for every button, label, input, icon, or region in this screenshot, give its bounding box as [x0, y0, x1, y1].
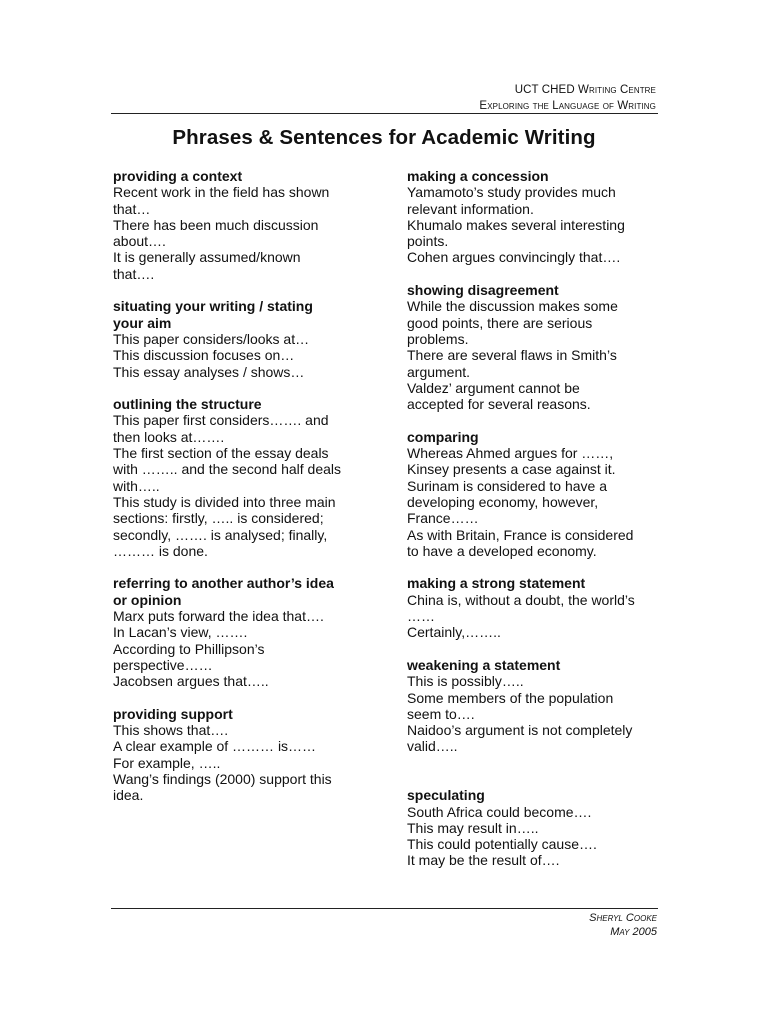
phrase-line: There are several flaws in Smith’s [407, 347, 617, 364]
phrase-line: ……… is done. [113, 542, 208, 559]
phrase-line: As with Britain, France is considered [407, 526, 634, 543]
section-gap [113, 690, 363, 706]
phrase-line: Some members of the population [407, 689, 614, 706]
phrase-line: about…. [113, 233, 166, 250]
section-heading: your aim [113, 314, 172, 331]
phrase-line: idea. [113, 787, 144, 804]
phrase-line: then looks at……. [113, 428, 225, 445]
section-outlining-the-structure [113, 396, 363, 559]
header-subtitle: Exploring the Language of Writing [479, 100, 656, 112]
document-header [479, 82, 656, 114]
phrase-line: This is possibly….. [407, 673, 524, 690]
section-providing-support [113, 706, 363, 804]
phrase-line: This paper considers/looks at… [113, 330, 310, 347]
phrase-line: Naidoo’s argument is not completely [407, 722, 633, 739]
phrase-line: This shows that…. [113, 722, 229, 739]
section-weakening-a-statement [407, 657, 669, 755]
phrase-line: sections: firstly, ….. is considered; [113, 510, 324, 527]
phrase-line: Recent work in the field has shown [113, 184, 330, 201]
phrase-line: Kinsey presents a case against it. [407, 461, 616, 478]
phrase-line: This study is divided into three main [113, 493, 336, 510]
phrase-line: with …….. and the second half deals [113, 461, 342, 478]
section-heading: providing a context [113, 168, 243, 184]
phrase-line: Wang’s findings (2000) support this [113, 770, 332, 787]
phrase-line: argument. [407, 363, 471, 380]
section-gap [407, 266, 669, 282]
phrase-line: Valdez’ argument cannot be [407, 379, 580, 396]
section-gap [407, 559, 669, 575]
footer-date: May 2005 [610, 926, 657, 938]
section-gap [113, 559, 363, 575]
phrase-line: In Lacan’s view, ……. [113, 624, 248, 641]
phrase-line: It is generally assumed/known [113, 249, 301, 266]
section-gap [113, 380, 363, 396]
phrase-line: While the discussion makes some [407, 298, 618, 315]
section-gap [407, 771, 669, 787]
section-heading: referring to another author’s idea [113, 575, 334, 592]
document-footer [589, 911, 657, 939]
section-gap [113, 282, 363, 298]
section-making-a-strong-statement [407, 575, 669, 640]
section-heading: comparing [407, 428, 479, 445]
phrase-line: This may result in….. [407, 819, 539, 836]
right-column [407, 168, 669, 869]
phrase-line: perspective…… [113, 656, 213, 673]
section-heading: making a concession [407, 168, 549, 184]
phrase-line: Jacobsen argues that….. [113, 673, 269, 690]
section-heading: showing disagreement [407, 282, 559, 299]
phrase-line: Certainly,…….. [407, 624, 501, 641]
phrase-line: seem to…. [407, 705, 475, 722]
section-heading: or opinion [113, 591, 182, 608]
phrase-line: This could potentially cause…. [407, 836, 597, 853]
phrase-line: …… [407, 608, 435, 625]
phrase-line: The first section of the essay deals [113, 445, 329, 462]
phrase-line: Cohen argues convincingly that…. [407, 249, 621, 266]
phrase-line: France…… [407, 510, 479, 527]
phrase-line: accepted for several reasons. [407, 396, 591, 413]
footer-divider [111, 908, 658, 909]
section-speculating [407, 787, 669, 868]
section-gap [407, 641, 669, 657]
phrase-line: According to Phillipson’s [113, 640, 265, 657]
phrase-line: This discussion focuses on… [113, 347, 295, 364]
left-column [113, 168, 363, 804]
section-gap [407, 412, 669, 428]
phrase-line: Khumalo makes several interesting [407, 216, 625, 233]
section-gap [407, 755, 669, 771]
section-heading: situating your writing / stating [113, 298, 313, 315]
phrase-line: that… [113, 200, 151, 217]
section-making-a-concession [407, 168, 669, 266]
section-heading: making a strong statement [407, 575, 586, 592]
section-providing-a-context [113, 168, 363, 282]
section-heading: speculating [407, 787, 485, 804]
phrase-line: problems. [407, 330, 469, 347]
phrase-line: This paper first considers……. and [113, 412, 329, 429]
section-situating-your-writing [113, 298, 363, 379]
section-showing-disagreement [407, 282, 669, 412]
phrase-line: valid….. [407, 738, 458, 755]
phrase-line: It may be the result of…. [407, 852, 560, 869]
section-referring-to-another-author [113, 575, 363, 689]
footer-author: Sheryl Cooke [589, 912, 657, 924]
phrase-line: Yamamoto’s study provides much [407, 184, 616, 201]
section-comparing [407, 429, 669, 559]
phrase-line: with….. [113, 477, 160, 494]
header-organisation: UCT CHED Writing Centre [514, 84, 656, 96]
phrase-line: developing economy, however, [407, 493, 599, 510]
page-title: Phrases & Sentences for Academic Writing [172, 126, 596, 149]
phrase-line: Whereas Ahmed argues for ……, [407, 445, 614, 462]
section-heading: weakening a statement [407, 656, 561, 673]
phrase-line: to have a developed economy. [407, 542, 597, 559]
phrase-line: There has been much discussion [113, 216, 319, 233]
phrase-line: A clear example of ……… is…… [113, 738, 317, 755]
phrase-line: secondly, ……. is analysed; finally, [113, 526, 328, 543]
phrase-line: points. [407, 233, 449, 250]
phrase-line: that…. [113, 265, 155, 282]
phrase-line: This essay analyses / shows… [113, 363, 305, 380]
phrase-line: South Africa could become…. [407, 803, 592, 820]
phrase-line: For example, ….. [113, 754, 221, 771]
phrase-line: relevant information. [407, 200, 534, 217]
phrase-line: China is, without a doubt, the world’s [407, 591, 635, 608]
phrase-line: good points, there are serious [407, 314, 593, 331]
phrase-line: Marx puts forward the idea that…. [113, 608, 324, 625]
header-divider [111, 113, 658, 114]
section-heading: outlining the structure [113, 396, 262, 413]
phrase-line: Surinam is considered to have a [407, 477, 607, 494]
section-heading: providing support [113, 705, 233, 722]
